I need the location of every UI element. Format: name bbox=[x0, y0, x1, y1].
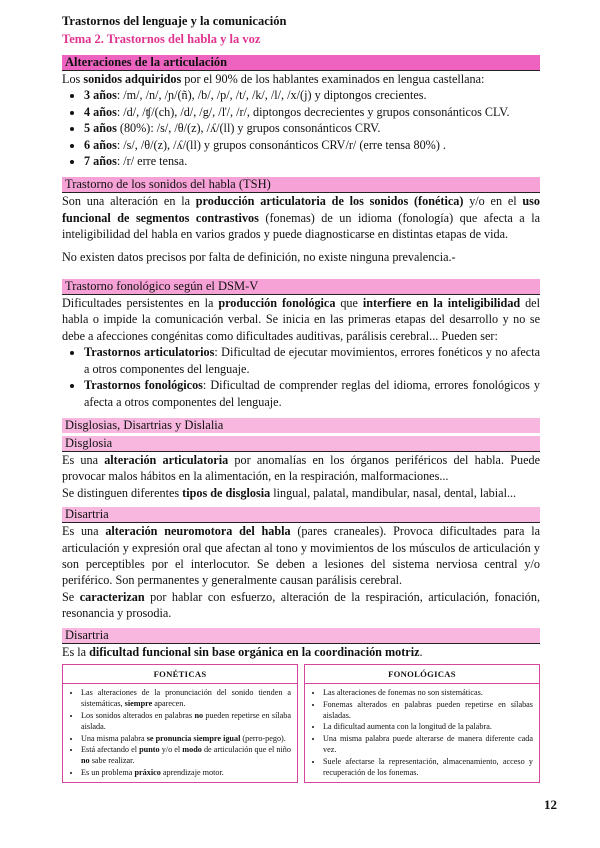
subheading-disartria-2: Disartria bbox=[62, 628, 540, 644]
list-item: • 7 años: /r/ erre tensa. bbox=[84, 153, 540, 169]
list-item: • Una misma palabra se pronuncia siempre igual (perro-pego). bbox=[81, 733, 291, 744]
list-item: • Las alteraciones de fonemas no son sistemáticas. bbox=[323, 687, 533, 698]
unit-title: Tema 2. Trastornos del habla y la voz bbox=[62, 32, 261, 46]
foneticas-list bbox=[63, 684, 297, 782]
list-item: • Los sonidos alterados en palabras no pueden repetirse en sílaba aislada. bbox=[81, 710, 291, 732]
list-item: • 6 años: /s/, /θ/(z), /ʎ/(ll) y grupos consonánticos CRV/r/ (erre tensa 80%) . bbox=[84, 137, 540, 153]
column-header: FONÉTICAS bbox=[63, 665, 297, 684]
disglosia-types: Se distinguen diferentes tipos de disglosia lingual, palatal, mandibular, nasal, dental, labial... bbox=[62, 485, 517, 500]
subheading-disglosia: Disglosia bbox=[62, 436, 540, 452]
list-item: • Trastornos articulatorios: Dificultad de ejecutar movimientos, errores fonéticos y no afecta a otros componentes del lenguaje. bbox=[84, 344, 540, 377]
list-item: • Es un problema práxico aprendizaje motor. bbox=[81, 767, 291, 778]
disartria-paragraph: Es una alteración neuromotora del habla (pares craneales). Provoca dificultades para la articulación y expresión oral que afectan al tono y movimientos de los músculos de articulación y son perceptibles por el interlocutor. Se deben a lesiones del sistema nerviosa central y/o periférico. Son permanentes y generalmente causan parálisis cerebral. bbox=[62, 524, 540, 588]
list-item: • Fonemas alterados en palabras pueden repetirse en sílabas aisladas. bbox=[323, 699, 533, 721]
section-heading-tsh: Trastorno de los sonidos del habla (TSH) bbox=[62, 177, 540, 193]
disglosia-paragraph: Es una alteración articulatoria por anomalías en los órganos periféricos del habla. Puede provocar malos hábitos en la alimentación, en la respiración, malformaciones... bbox=[62, 452, 540, 484]
list-item: • 3 años: /m/, /n/, /ɲ/(ñ), /b/, /p/, /t/, /k/, /l/, /x/(j) y diptongos crecientes. bbox=[84, 87, 540, 103]
disartria-characteristics: Se caracterizan por hablar con esfuerzo, alteración de la respiración, articulación, fonación, resonancia y prosodia. bbox=[62, 589, 540, 621]
list-item: • 5 años (80%): /s/, /θ/(z), /ʎ/(ll) y grupos consonánticos CRV. bbox=[84, 120, 540, 136]
dsm-paragraph: Dificultades persistentes en la producción fonológica que interfiere en la inteligibilidad del habla o impide la comunicación verbal. Se inicia en las primeras etapas del desarrollo y no se debe a afecciones congénitas como dificultades auditivas, parálisis cerebral... Pueden ser: bbox=[62, 296, 540, 343]
dsm-list bbox=[62, 344, 540, 410]
comparison-table bbox=[62, 664, 540, 783]
list-item: • Trastornos fonológicos: Dificultad de comprender reglas del idioma, errores fonológicos y afecta a otros componentes del lenguaje. bbox=[84, 377, 540, 410]
list-item: • Está afectando el punto y/o el modo de articulación que el niño no sabe realizar. bbox=[81, 744, 291, 766]
column-foneticas bbox=[62, 664, 298, 783]
subheading-disartria: Disartria bbox=[62, 507, 540, 523]
list-item: • La dificultad aumenta con la longitud de la palabra. bbox=[323, 721, 533, 732]
list-item: • 4 años: /d/, /ʧ/(ch), /d/, /g/, /ľ/, /r/, diptongos decrecientes y grupos consonánticos CLV. bbox=[84, 104, 540, 120]
tsh-paragraph: Son una alteración en la producción articulatoria de los sonidos (fonética) y/o en el uso funcional de segmentos contrastivos (fonemas) de un idioma (fonología) que afecta a la inteligibilidad del habla en varios grados y puede diagnosticarse en distintas etapas de vida. bbox=[62, 194, 541, 242]
course-title: Trastornos del lenguaje y la comunicación bbox=[62, 14, 287, 28]
list-item: • Una misma palabra puede alterarse de manera diferente cada vez. bbox=[323, 733, 533, 755]
column-fonologicas bbox=[304, 664, 540, 783]
section-heading-dsm: Trastorno fonológico según el DSM-V bbox=[62, 279, 540, 295]
disartria2-paragraph: Es la dificultad funcional sin base orgánica en la coordinación motriz. bbox=[62, 644, 423, 659]
list-item: • Las alteraciones de la pronunciación del sonido tienden a sistemáticas, siempre aparecen. bbox=[81, 687, 291, 709]
page-number: 12 bbox=[544, 797, 557, 812]
tsh-prevalence: No existen datos precisos por falta de definición, no existe ninguna prevalencia.- bbox=[62, 249, 456, 264]
section-heading-disglosias: Disglosias, Disartrias y Dislalia bbox=[62, 418, 540, 433]
articulation-intro: Los sonidos adquiridos por el 90% de los hablantes examinados en lengua castellana: bbox=[62, 72, 485, 86]
section-heading-articulation: Alteraciones de la articulación bbox=[62, 55, 540, 71]
column-header: FONOLÓGICAS bbox=[305, 665, 539, 684]
fonologicas-list bbox=[305, 684, 539, 782]
document-page bbox=[62, 14, 540, 783]
list-item: • Suele afectarse la representación, almacenamiento, acceso y recuperación de los fonemas. bbox=[323, 756, 533, 778]
age-list bbox=[62, 87, 540, 169]
